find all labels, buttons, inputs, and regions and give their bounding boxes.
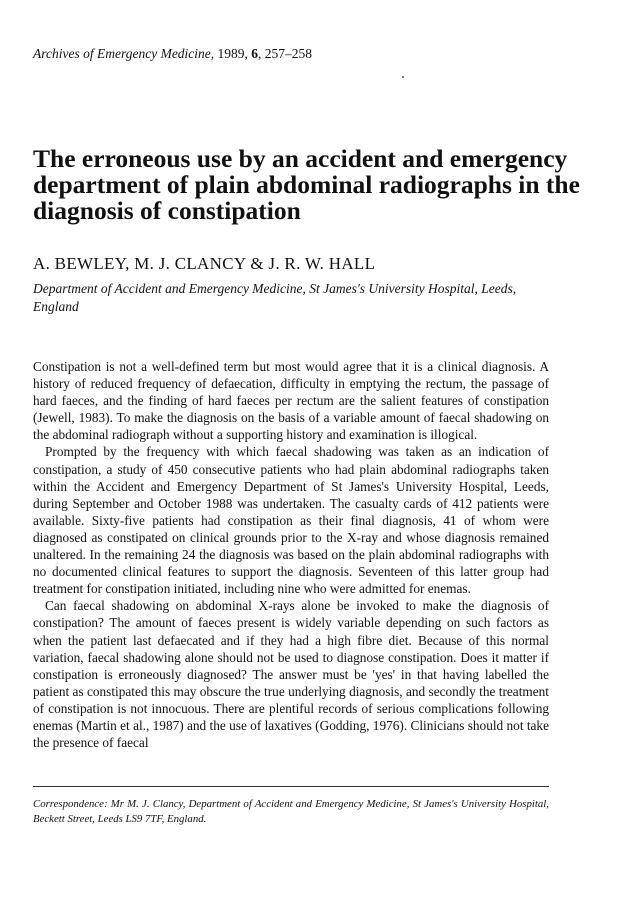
body-paragraph-3: Can faecal shadowing on abdominal X-rays alone be invoked to make the diagnosis of constipation? The amount of faeces present is widely variable depending on such factors as when the patient last defaecated and if they had a high fibre diet. Because of this normal variation, faecal shadowing alone should not be used to diagnose constipation. Does it matter if constipation is erroneously diagnosed? The answer must be 'yes' in that having labelled the patient as constipated this may obscure the true underlying diagnosis, and secondly the treatment of constipation is not innocuous. There are plentiful records of serious complications following enemas (Martin et al., 1987) and the use of laxatives (Godding, 1976). Clinicians should not take the presence of faecal — [33, 598, 549, 751]
article-title: The erroneous use by an accident and emergency department of plain abdominal radiographs in the diagnosis of constipation — [33, 144, 580, 225]
correspondence-footnote: Correspondence: Mr M. J. Clancy, Department of Accident and Emergency Medicine, St James's University Hospital, Beckett Street, Leeds LS9 7TF, England. — [33, 798, 549, 825]
article-body — [33, 358, 549, 751]
page-range: , 257–258 — [258, 46, 313, 61]
journal-name: Archives of Emergency Medicine — [33, 46, 211, 61]
volume-number: 6 — [251, 46, 259, 61]
print-speck — [402, 76, 404, 78]
citation-year: , 1989, — [210, 46, 252, 61]
body-paragraph-1: Constipation is not a well-defined term but most would agree that it is a clinical diagnosis. A history of reduced frequency of defaecation, difficulty in emptying the rectum, the passage of hard faeces, and the finding of hard faeces per rectum are the salient features of constipation (Jewell, 1983). To make the diagnosis on the basis of a variable amount of faecal shadowing on the abdominal radiograph without a supporting history and examination is illogical. — [33, 359, 549, 443]
author-list: A. BEWLEY, M. J. CLANCY & J. R. W. HALL — [33, 254, 376, 273]
body-paragraph-2: Prompted by the frequency with which faecal shadowing was taken as an indication of constipation, a study of 450 consecutive patients who had plain abdominal radiographs taken within the Accident and Emergency Department of St James's University Hospital, Leeds, during September and October 1988 was undertaken. The casualty cards of 412 patients were available. Sixty-five patients had constipation as their final diagnosis, 41 of whom were diagnosed as constipated on clinical grounds prior to the X-ray and whose diagnosis remained unaltered. In the remaining 24 the diagnosis was based on the plain abdominal radiographs with no documented clinical features to support the diagnosis. Seventeen of this latter group had treatment for constipation initiated, including nine who were admitted for enemas. — [33, 444, 549, 597]
footnote-divider — [33, 786, 549, 787]
journal-citation — [33, 46, 312, 62]
author-affiliation: Department of Accident and Emergency Medicine, St James's University Hospital, Leeds, England — [33, 281, 517, 314]
